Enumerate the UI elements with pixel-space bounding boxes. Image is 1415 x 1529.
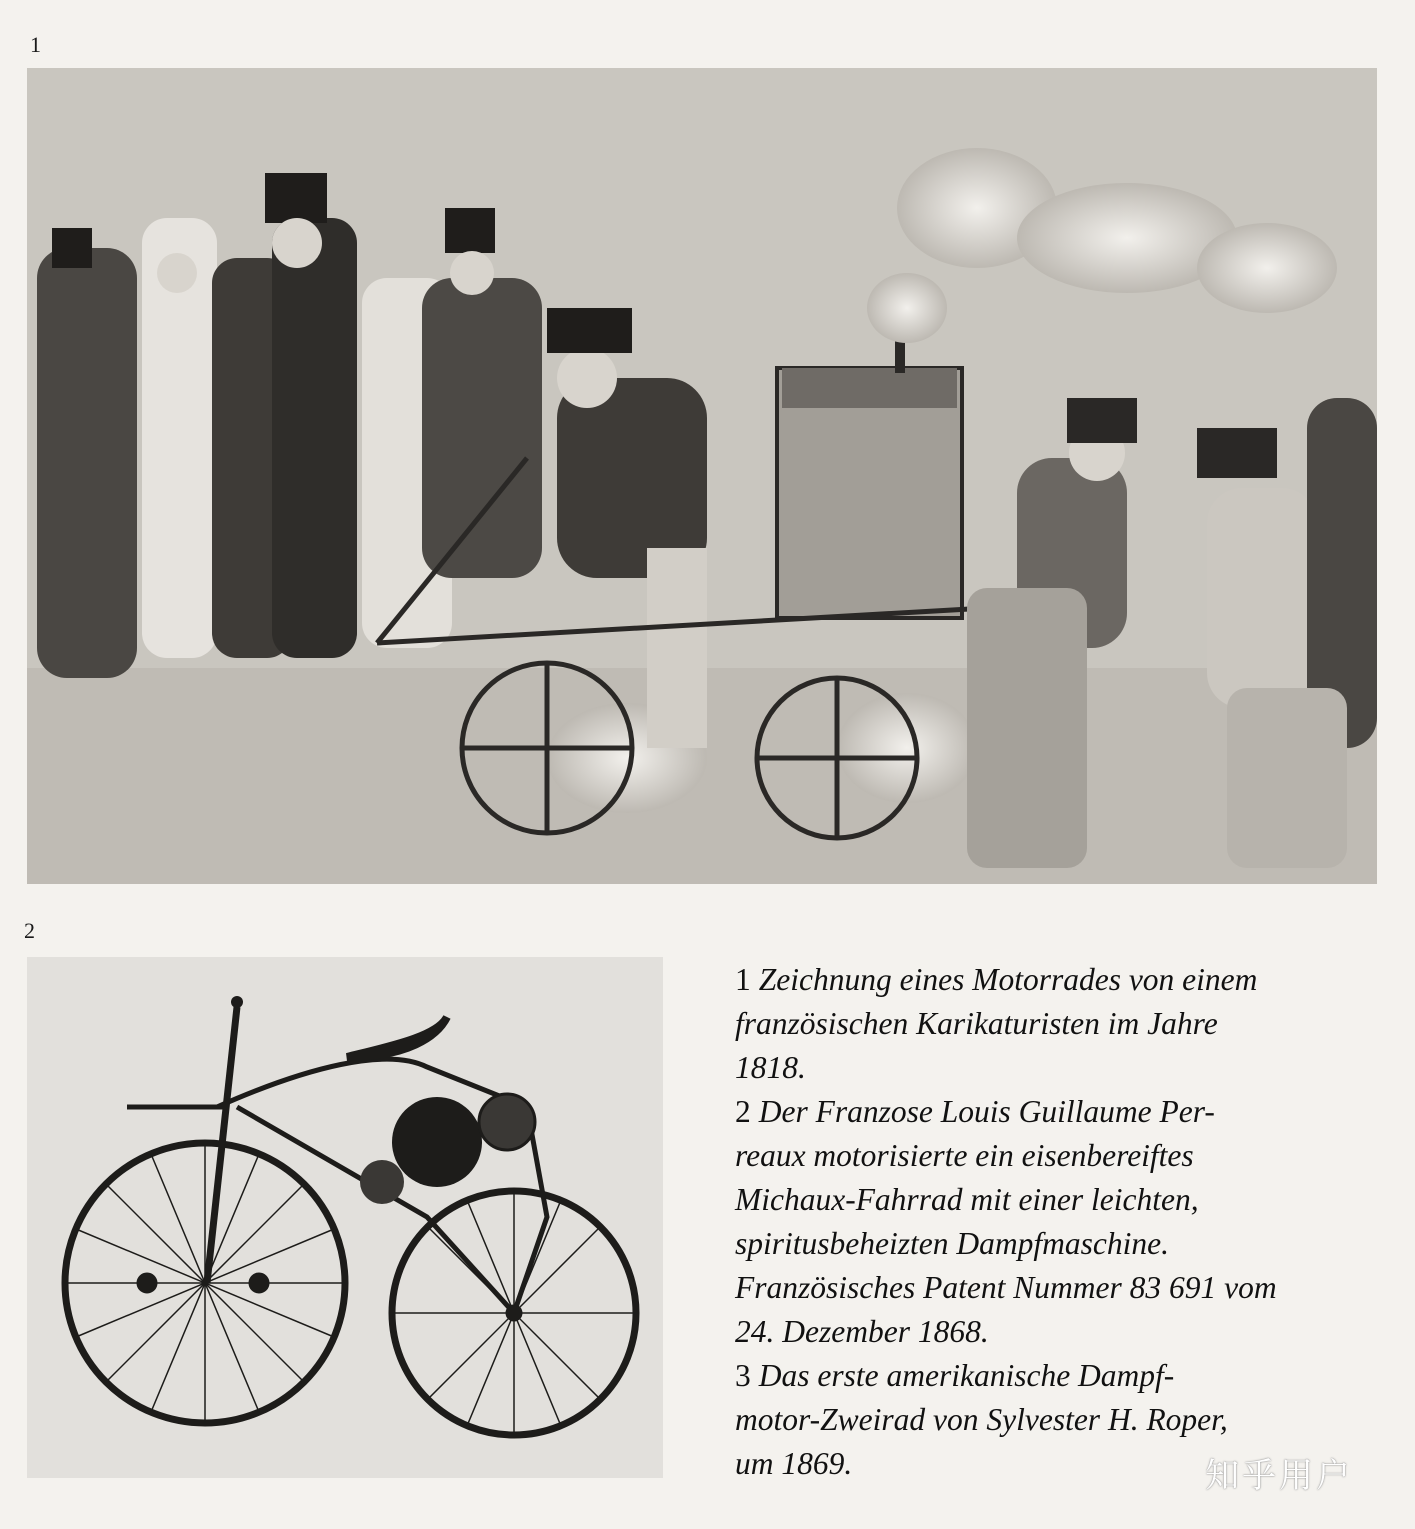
- caption-number: 3: [735, 1358, 751, 1393]
- zhihu-watermark: 知乎用户: [1205, 1456, 1353, 1496]
- caption-line: motor-Zweirad von Sylvester H. Roper,: [735, 1402, 1228, 1437]
- caption-line: Französisches Patent Nummer 83 691 vom: [735, 1270, 1277, 1305]
- caption-line: 1818.: [735, 1050, 806, 1085]
- caption-line: reaux motorisierte ein eisenbereiftes: [735, 1138, 1194, 1173]
- caption-line: 3 Das erste amerikanische Dampf-: [735, 1358, 1175, 1393]
- figure-caption: [735, 958, 1385, 1486]
- steam-velocipede-illustration: [27, 957, 663, 1478]
- caption-line: französischen Karikaturisten im Jahre: [735, 1006, 1218, 1041]
- caption-line: 24. Dezember 1868.: [735, 1314, 989, 1349]
- caption-line: 2 Der Franzose Louis Guillaume Per-: [735, 1094, 1215, 1129]
- caption-line: 1 Zeichnung eines Motorrades von einem: [735, 962, 1258, 997]
- figure-2-number: 2: [24, 918, 35, 943]
- figure-1-engraving: [27, 68, 1377, 884]
- caption-number: 1: [735, 962, 751, 997]
- steam-carriage-illustration: [27, 68, 1377, 884]
- figure-1-number: 1: [30, 32, 41, 57]
- caption-line: spiritusbeheizten Dampfmaschine.: [735, 1226, 1169, 1261]
- caption-line: um 1869.: [735, 1446, 853, 1481]
- caption-number: 2: [735, 1094, 751, 1129]
- figure-2-photograph: [27, 957, 663, 1478]
- caption-line: Michaux-Fahrrad mit einer leichten,: [735, 1182, 1199, 1217]
